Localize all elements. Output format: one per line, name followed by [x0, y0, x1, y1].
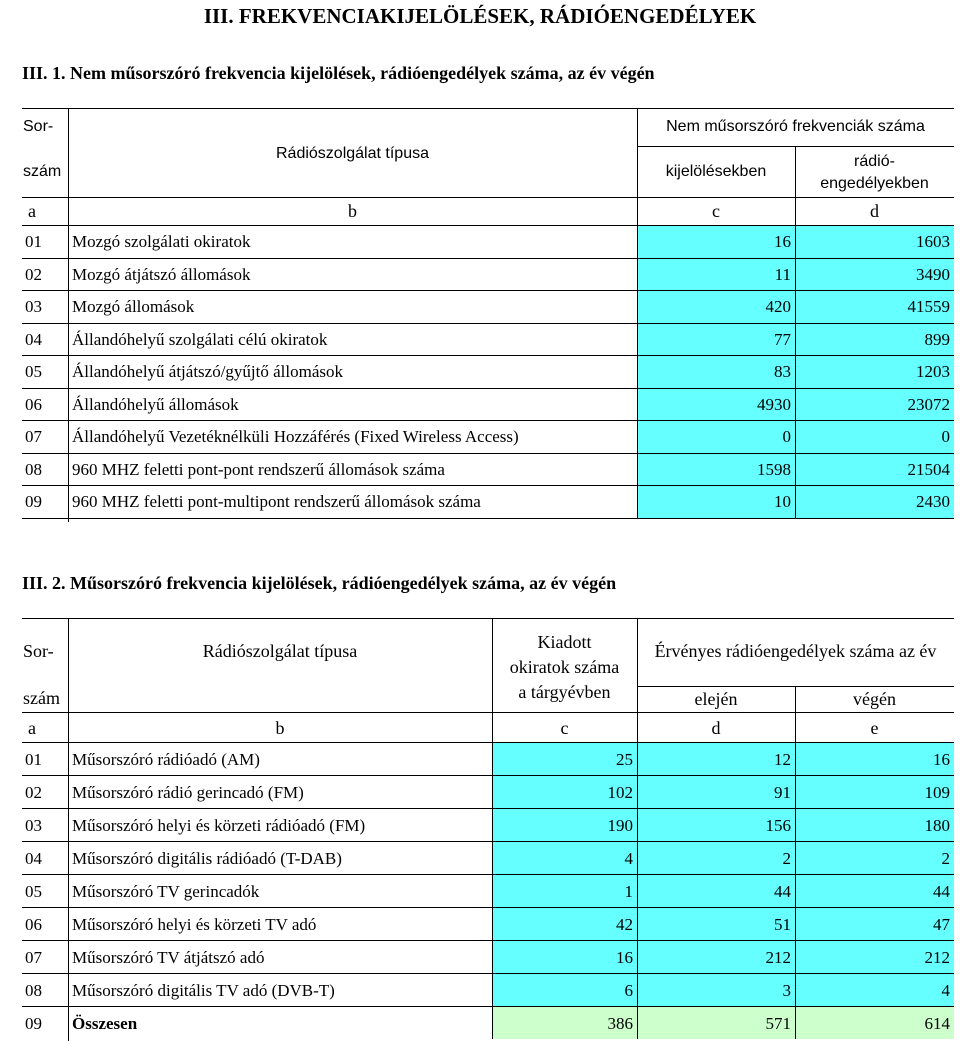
total-label: Összesen [72, 1014, 138, 1033]
table1-header-col-c: kijelölésekben [665, 163, 767, 180]
row-number: 08 [25, 459, 42, 479]
value-kijelolesekben: 420 [637, 291, 795, 323]
row-label: Állandóhelyű állomások [72, 394, 239, 414]
value-elejen: 212 [637, 941, 795, 973]
value-kijelolesekben: 10 [637, 486, 795, 518]
row-label: Műsorszóró digitális TV adó (DVB-T) [72, 981, 335, 1000]
row-number: 04 [25, 849, 42, 868]
table-row [22, 356, 954, 389]
value-kijelolesekben: 0 [637, 421, 795, 453]
table1-header-col-d-line1: rádió- [854, 153, 895, 170]
value-elejen: 2 [637, 842, 795, 874]
table1-header-col-d-line2: engedélyekben [820, 175, 929, 192]
value-kiadott: 190 [492, 809, 637, 841]
value-elejen: 44 [637, 875, 795, 907]
table1-header-group: Nem műsorszóró frekvenciák száma [666, 118, 925, 135]
table-row [22, 291, 954, 324]
table2-title: III. 2. Műsorszóró frekvencia kijelölések, rádióengedélyek száma, az év végén [22, 573, 617, 593]
row-number: 05 [25, 362, 42, 381]
table2-header-col-c-line2: okiratok száma [509, 657, 620, 677]
value-vegen: 109 [795, 776, 954, 808]
table1-header-type: Rádiószolgálat típusa [276, 145, 429, 162]
table1-header-szam: szám [23, 163, 62, 180]
value-vegen: 44 [795, 875, 954, 907]
value-engedelyekben: 899 [795, 324, 954, 356]
table-row [22, 389, 954, 422]
table2-letter-e: e [870, 718, 879, 738]
table1-letter-c: c [712, 201, 720, 221]
table1-header-sor: Sor- [23, 118, 54, 135]
row-number: 06 [25, 915, 42, 934]
row-label: Mozgó állomások [72, 297, 195, 316]
row-label: Állandóhelyű átjátszó/gyűjtő állomások [72, 362, 344, 381]
table2-header-sor: Sor- [23, 641, 54, 661]
value-kijelolesekben: 11 [637, 259, 795, 291]
value-vegen: 614 [795, 1007, 954, 1039]
table-row [22, 908, 954, 941]
value-engedelyekben: 41559 [795, 291, 954, 323]
table-row [22, 743, 954, 776]
row-label: Műsorszóró rádió gerincadó (FM) [72, 783, 304, 802]
value-kiadott: 1 [492, 875, 637, 907]
table-row [22, 226, 954, 259]
value-engedelyekben: 23072 [795, 389, 954, 421]
value-engedelyekben: 1203 [795, 356, 954, 388]
table2-header-type: Rádiószolgálat típusa [202, 641, 358, 661]
table-row [22, 454, 954, 487]
table-row [22, 1007, 954, 1040]
row-label: 960 MHZ feletti pont-pont rendszerű állomások száma [72, 459, 445, 479]
value-elejen: 156 [637, 809, 795, 841]
table2-letter-c: c [560, 718, 569, 738]
value-vegen: 180 [795, 809, 954, 841]
value-kijelolesekben: 77 [637, 324, 795, 356]
table2-header-group: Érvényes rádióengedélyek száma az év [654, 641, 937, 661]
value-elejen: 571 [637, 1007, 795, 1039]
row-label: Műsorszóró TV átjátszó adó [72, 948, 265, 967]
row-number: 07 [25, 427, 42, 446]
row-number: 06 [25, 394, 42, 414]
row-number: 08 [25, 981, 42, 1000]
table2-header-col-c-line1: Kiadott [537, 632, 592, 652]
table2-letter-d: d [711, 718, 721, 738]
value-vegen: 47 [795, 908, 954, 940]
table-row [22, 486, 954, 519]
row-label: Műsorszóró helyi és körzeti TV adó [72, 915, 317, 934]
table-row [22, 324, 954, 357]
value-elejen: 3 [637, 974, 795, 1006]
row-label: Műsorszóró digitális rádióadó (T-DAB) [72, 849, 342, 868]
row-number: 09 [25, 1014, 42, 1033]
table-row [22, 776, 954, 809]
table-row [22, 974, 954, 1007]
table-row [22, 809, 954, 842]
value-vegen: 4 [795, 974, 954, 1006]
value-elejen: 91 [637, 776, 795, 808]
table2-letter-a: a [28, 718, 36, 738]
row-label: Műsorszóró TV gerincadók [72, 882, 260, 901]
value-kiadott: 4 [492, 842, 637, 874]
value-engedelyekben: 3490 [795, 259, 954, 291]
row-number: 01 [25, 750, 42, 769]
table2-header-col-c-line3: a tárgyévben [518, 682, 611, 702]
value-engedelyekben: 1603 [795, 226, 954, 258]
row-number: 07 [25, 948, 42, 967]
table1-letter-d: d [870, 201, 879, 221]
table-row [22, 259, 954, 292]
value-kiadott: 102 [492, 776, 637, 808]
row-label: Műsorszóró helyi és körzeti rádióadó (FM) [72, 816, 366, 835]
value-engedelyekben: 0 [795, 421, 954, 453]
row-label: Állandóhelyű Vezetéknélküli Hozzáférés (Fixed Wireless Access) [72, 427, 519, 446]
value-kiadott: 386 [492, 1007, 637, 1039]
table-row [22, 941, 954, 974]
row-label: Mozgó szolgálati okiratok [72, 232, 251, 251]
value-vegen: 212 [795, 941, 954, 973]
value-kiadott: 6 [492, 974, 637, 1006]
table-row [22, 421, 954, 454]
row-label: Mozgó átjátszó állomások [72, 264, 251, 284]
value-kiadott: 16 [492, 941, 637, 973]
value-vegen: 2 [795, 842, 954, 874]
row-divider [22, 518, 954, 519]
row-number: 09 [25, 492, 42, 511]
row-label: Állandóhelyű szolgálati célú okiratok [72, 329, 328, 349]
row-number: 02 [25, 783, 42, 802]
row-label: Műsorszóró rádióadó (AM) [72, 750, 260, 769]
table2-header-col-d: elején [694, 689, 738, 709]
page-title: III. FREKVENCIAKIJELÖLÉSEK, RÁDIÓENGEDÉLYEK [203, 4, 757, 28]
value-engedelyekben: 2430 [795, 486, 954, 518]
table-row [22, 842, 954, 875]
table-row [22, 875, 954, 908]
table1-title: III. 1. Nem műsorszóró frekvencia kijelölések, rádióengedélyek száma, az év végén [22, 63, 655, 83]
value-kiadott: 42 [492, 908, 637, 940]
value-kijelolesekben: 83 [637, 356, 795, 388]
row-number: 02 [25, 264, 42, 284]
value-kijelolesekben: 16 [637, 226, 795, 258]
value-kijelolesekben: 1598 [637, 454, 795, 486]
table2-header-col-e: végén [853, 689, 896, 709]
value-vegen: 16 [795, 743, 954, 775]
row-number: 05 [25, 882, 42, 901]
value-kijelolesekben: 4930 [637, 389, 795, 421]
row-number: 03 [25, 816, 42, 835]
value-kiadott: 25 [492, 743, 637, 775]
value-elejen: 12 [637, 743, 795, 775]
value-elejen: 51 [637, 908, 795, 940]
table2-letter-b: b [275, 718, 285, 738]
table1-letter-a: a [28, 201, 36, 221]
value-engedelyekben: 21504 [795, 454, 954, 486]
table2-header-szam: szám [23, 688, 60, 708]
row-number: 04 [25, 329, 42, 349]
table1-letter-b: b [348, 201, 357, 221]
row-label: 960 MHZ feletti pont-multipont rendszerű állomások száma [72, 492, 481, 511]
row-number: 03 [25, 297, 42, 316]
row-number: 01 [25, 232, 42, 251]
